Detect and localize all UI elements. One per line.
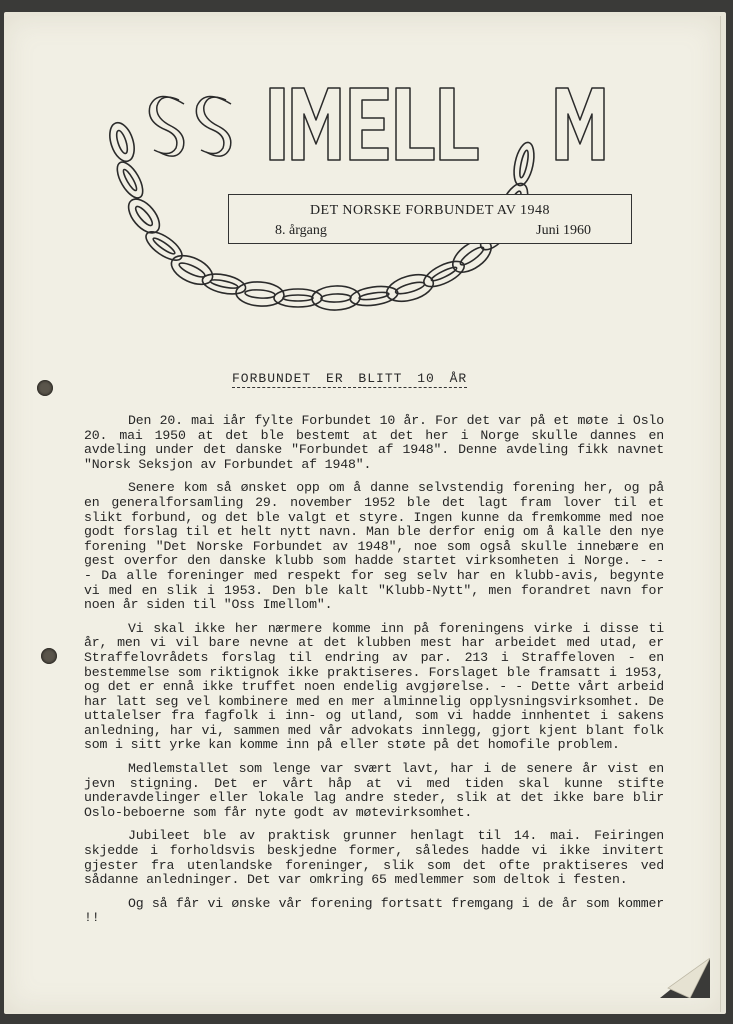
title-lettering: [149, 88, 604, 160]
article-body: [84, 414, 664, 935]
page-stack: [4, 12, 726, 1014]
paragraph: Jubileet ble av praktisk grunner henlagt til 14. mai. Feiringen skjedde i forholdsvis beskjedne former, således hadde vi ikke invitert gjester fra utenlandske foreninger, slik som det ofte praktiseres ved sådanne anledninger. Det var omkring 65 medlemmer som deltok i festen.: [84, 828, 664, 888]
issue-date: Juni 1960: [536, 223, 591, 238]
paragraph: Og så får vi ønske vår forening fortsatt fremgang i de år som kommer !!: [84, 895, 664, 926]
punch-hole-lower: [41, 648, 57, 664]
paragraph: Den 20. mai iår fylte Forbundet 10 år. For det var på et møte i Oslo 20. mai 1950 at det ble bestemt at det her i Norge skulle dannes en avdeling under det danske "Forbundet af 1948". Denne avdeling fikk navnet "Norsk Seksjon av Forbundet af 1948".: [84, 413, 664, 472]
article-headline: FORBUNDET ER BLITT 10 ÅR: [232, 371, 468, 386]
masthead-info-box: [228, 194, 632, 244]
masthead: [84, 76, 644, 336]
folded-corner-icon: [660, 958, 710, 998]
volume-label: 8. årgang: [275, 223, 327, 238]
document-page: [4, 16, 721, 1012]
paragraph: Senere kom så ønsket opp om å danne selvstendig forening her, og på en generalforsamling 29. november 1952 ble det lagt fram lover til et slikt forbund, og det ble valgt et styre. Ingen kunne da fremkomme med noe godt forslag til et helt nytt navn. Man ble derfor enig om å kalle den nye forening "Det Norske Forbundet av 1948", noe som også skulle innebære en gest overfor den danske klubb som hadde startet virksomheten i Norge. - - - Da alle foreninger med respekt for seg selv har en klubb-avis, begynte vi med en slik i 1953. Den ble kalt "Klubb-Nytt", men forandret navn for noen år siden til "Oss Imellom".: [84, 480, 664, 613]
paragraph: Vi skal ikke her nærmere komme inn på foreningens virke i disse ti år, men vi vil bare nevne at det klubben mest har arbeidet med utad, er Straffelovrådets forslag til endring av par. 213 i Straffeloven - en bestemmelse som riktignok ikke praktiseres. Forslaget ble framsatt i 1953, og det er ennå ikke truffet noen endelig avgjørelse. - - Dette vårt arbeid har latt seg vel kombinere med en mer alminnelig opplysningsvirksomhet. De uttalelser fra fagfolk i inn- og utland, som vi hadde innhentet i sakens anledning, har vi, sammen med vår advokats innlegg, gjort kjent blant folk som i sitt yrke kan komme inn på eller støte på det homofile problem.: [84, 620, 664, 753]
paragraph: Medlemstallet som lenge var svært lavt, har i de senere år vist en jevn stigning. Det er vårt håp at vi med tiden skal kunne stifte underavdelinger eller lokale lag andre steder, slik at det ikke bare blir Oslo-beboerne som får nyte godt av møtevirksomhet.: [84, 761, 664, 820]
organization-name: DET NORSKE FORBUNDET AV 1948: [309, 203, 551, 218]
punch-hole-upper: [37, 380, 53, 396]
